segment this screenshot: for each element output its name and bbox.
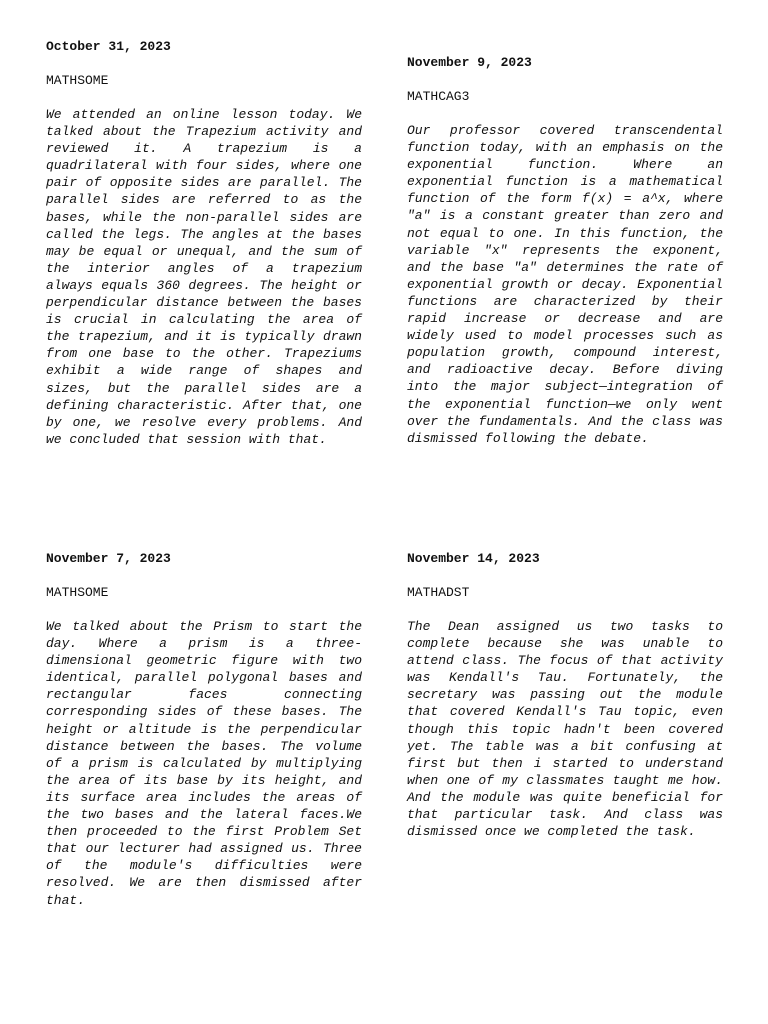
entry-course-code: MATHCAG3	[407, 89, 470, 104]
entry-course-code: MATHSOME	[46, 585, 109, 600]
journal-entry-nov-7	[46, 550, 362, 909]
entry-course-code: MATHSOME	[46, 73, 109, 88]
entry-date: November 9, 2023	[407, 55, 532, 70]
entry-body-text: Our professor covered transcendental function today, with an emphasis on the exponential function. Where an exponential function is a mathematical function of the form f(x) = a^x, where "a" is a constant greater than zero and not equal to one. In this function, the variable "x" represents the exponent, and the base "a" determines the rate of exponential growth or decay. Exponential functions are characterized by their rapid increase or decrease and are widely used to model processes such as population growth, compound interest, and radioactive decay. Before diving into the major subject—integration of the exponential function—we only went over the fundamentals. And the class was dismissed following the debate.	[407, 123, 723, 446]
entry-course-code: MATHADST	[407, 585, 470, 600]
journal-entry-nov-9	[407, 54, 723, 447]
entry-body-text: We attended an online lesson today. We talked about the Trapezium activity and reviewed it. A trapezium is a quadrilateral with four sides, where one pair of opposite sides are parallel. The parallel sides are referred to as the bases, while the non-parallel sides are called the legs. The angles at the bases may be equal or unequal, and the sum of the interior angles of a trapezium always equals 360 degrees. The height or perpendicular distance between the bases is crucial in calculating the area of the trapezium, and it is typically drawn from one base to the other. Trapeziums exhibit a wide range of shapes and sizes, but the parallel sides are a defining characteristic. After that, one by one, we resolve every problems. And we concluded that session with that.	[46, 107, 362, 447]
entry-date: November 14, 2023	[407, 551, 540, 566]
entry-date: November 7, 2023	[46, 551, 171, 566]
entry-date: October 31, 2023	[46, 39, 171, 54]
entry-body-text: The Dean assigned us two tasks to complete because she was unable to attend class. The focus of that activity was Kendall's Tau. Fortunately, the secretary was passing out the module that covered Kendall's Tau topic, even though this topic hadn't been covered yet. The table was a bit confusing at first but then i started to understand when one of my classmates taught me how. And the module was quite beneficial for that particular task. And class was dismissed once we completed the task.	[407, 619, 723, 840]
journal-entry-oct-31	[46, 38, 362, 448]
entry-body-text: We talked about the Prism to start the day. Where a prism is a three-dimensional geometric figure with two identical, parallel polygonal bases and rectangular faces connecting corresponding sides of these bases. The height or altitude is the perpendicular distance between the bases. The volume of a prism is calculated by multiplying the area of its base by its height, and its surface area includes the areas of the two bases and the lateral faces.We then proceeded to the first Problem Set that our lecturer had assigned us. Three of the module's difficulties were resolved. We are then dismissed after that.	[46, 619, 362, 908]
journal-entry-nov-14	[407, 550, 723, 840]
